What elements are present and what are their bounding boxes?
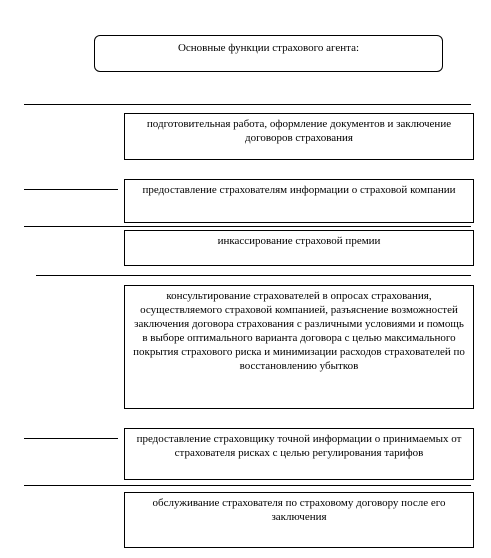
connector-line (24, 104, 471, 105)
function-text-6: обслуживание страхователя по страховому договору после его заключения (152, 497, 446, 523)
title-text: Основные функции страхового агента: (177, 42, 360, 54)
function-text-4: консультирование страхователей в опросах страхования, осуществляемого страховой компанией, разъяснение возможностей заключения договора страхования с различными условиями и помощь в выборе оптимального варианта договора с целью максимального покрытия страхового риска и минимизации расходов страхователей по восстановлению убытков (133, 290, 465, 372)
function-box-3 (124, 230, 474, 266)
function-text-2: предоставление страхователям информации о страховой компании (142, 184, 456, 196)
function-text-3: инкассирование страховой премии (217, 235, 381, 247)
function-text-1: подготовительная работа, оформление документов и заключение договоров страхования (146, 118, 452, 144)
function-text-5: предоставление страховщику точной информации о принимаемых от страхователя рисках с целью регулирования тарифов (136, 433, 462, 459)
function-box-5 (124, 428, 474, 480)
connector-line (24, 189, 118, 190)
function-box-4 (124, 285, 474, 409)
connector-line (36, 275, 471, 276)
connector-line (24, 485, 471, 486)
connector-line (24, 226, 471, 227)
function-box-6 (124, 492, 474, 548)
connector-line (24, 438, 118, 439)
function-box-1 (124, 113, 474, 160)
title-box (94, 35, 443, 72)
function-box-2 (124, 179, 474, 223)
